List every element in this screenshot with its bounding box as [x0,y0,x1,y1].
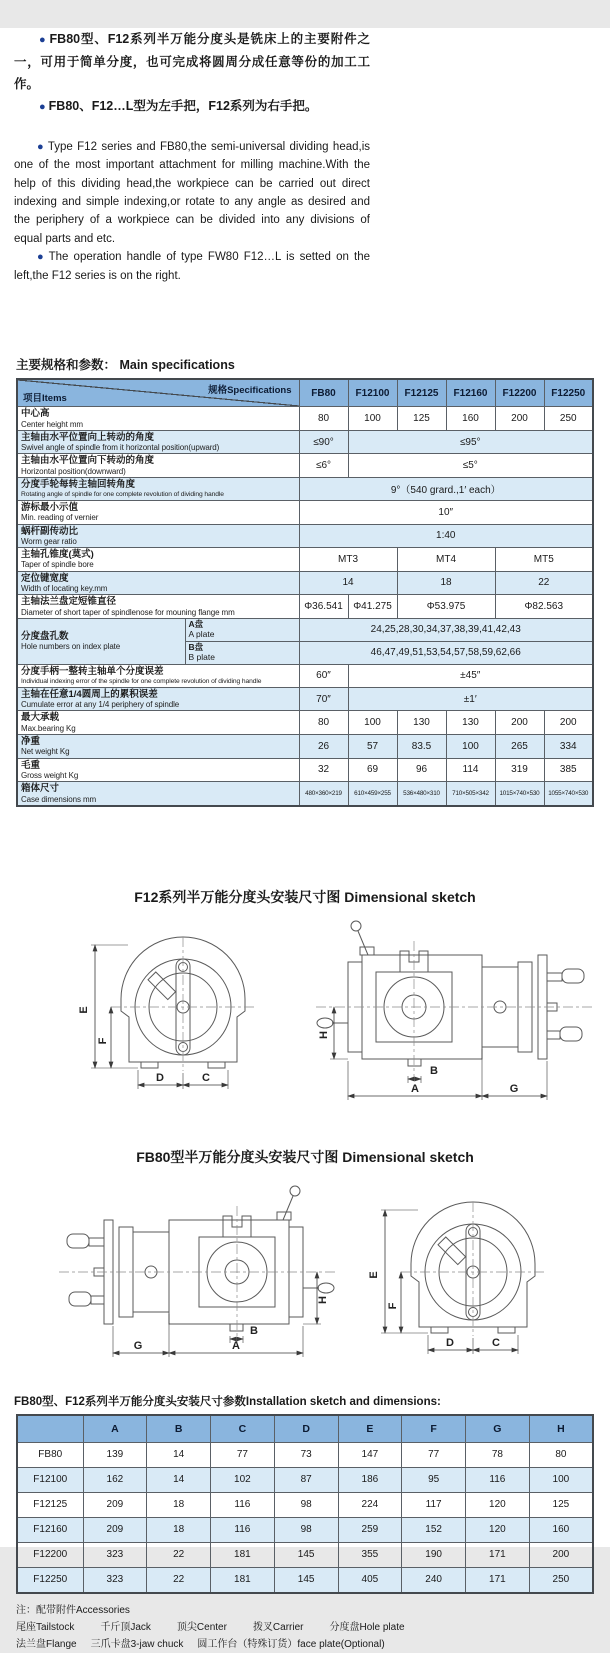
notes-line-3: 法兰盘Flange 三爪卡盘3-jaw chuck 圆工作台（特殊订货）face plate(Optional) [16,1638,385,1650]
bullet-icon: ● [39,101,46,114]
model-header: F12160 [446,379,495,407]
spec-row-vernier: 游标最小示值 Min. reading of vernier 10″ [17,500,593,524]
dim-label-c: C [201,1071,210,1084]
spec-row-case-dimensions: 箱体尺寸 Case dimensions mm 480×360×219 610×459×255 536×480×310 710×505×342 1015×740×530 1055×740×530 [17,782,593,806]
col-header: F [402,1415,466,1443]
spec-row-swivel-down: 主轴由水平位置向下转动的角度 Horizontal position(downward) ≤6° ≤5° [17,454,593,478]
spec-row-holes-a: 分度盘孔数 Hole numbers on index plate A盘 A plate 24,25,28,30,34,37,38,39,41,42,43 [17,618,593,641]
specifications-label: 规格Specifications [208,385,292,397]
dim-label-a: A [410,1082,419,1095]
notes-line-1: 注：配带附件Accessories [16,1604,130,1616]
spec-row-worm-ratio: 蜗杆副传动比 Worm gear ratio 1:40 [17,524,593,548]
dim-label-f: F [386,1302,399,1310]
spec-row-flange-diameter: 主轴法兰盘定短锥直径 Diameter of short taper of spindlenose for mouning flange mm Φ36.541 Φ41.275 Φ53.975 Φ82.563 [17,595,593,619]
spec-row-taper: 主轴孔锥度(莫式) Taper of spindle bore MT3 MT4 MT5 [17,548,593,572]
spec-row-index-error: 分度手柄一整转主轴单个分度误差 Individual indexing error of the spindle for one complete revolution of dividing handle 60″ ±45″ [17,664,593,687]
install-row-f12100: F12100 162 14 102 87 186 95 116 100 [17,1467,593,1492]
fb80-front-view [401,1202,545,1336]
intro-section [14,28,370,285]
accessories-notes [16,1602,610,1653]
install-table-title: FB80型、F12系列半万能分度头安装尺寸参数Installation sketch and dimensions: [14,1395,441,1408]
dim-label-a: A [231,1339,240,1352]
intro-cn-2 [14,95,370,118]
model-header: F12250 [544,379,593,407]
corner-cell [17,1415,83,1443]
col-header: C [211,1415,275,1443]
fb80-side-view [58,1186,335,1344]
install-row-f12125: F12125 209 18 116 98 224 117 120 125 [17,1492,593,1517]
dim-label-h: H [316,1295,329,1304]
dim-label-d: D [445,1336,454,1349]
col-header: B [147,1415,211,1443]
dim-label-g: G [509,1082,518,1095]
fb80-sketch-title: FB80型半万能分度头安装尺寸图 Dimensional sketch [136,1148,474,1165]
notes-line-2: 尾座Tailstock 千斤顶Jack 顶尖Center 拨叉Carrier 分度盘Hole plate [16,1621,405,1633]
install-row-f12160: F12160 209 18 116 98 259 152 120 160 [17,1517,593,1542]
intro-en-2-text: The operation handle of type FW80 F12…L is setted on the left,the F12 series is on the right. [14,251,370,282]
spec-row-swivel-up: 主轴由水平位置向上转动的角度 Swivel angle of spindle from it horizontal position(upward) ≤90° ≤95° [17,430,593,454]
col-header: E [338,1415,402,1443]
spec-row-center-height: 中心高 Center height mm 80 100 125 160 200 250 [17,407,593,431]
diagonal-header-cell [17,379,299,407]
spec-header-row [17,379,593,407]
intro-cn-1 [14,28,370,95]
items-label: 项目Items [23,393,67,405]
model-header: F12200 [495,379,544,407]
dim-label-c: C [491,1336,500,1349]
bullet-icon: ● [39,34,47,46]
spec-row-max-bearing: 最大承载 Max.bearing Kg 80 100 130 130 200 200 [17,711,593,735]
bullet-icon: ● [37,140,45,153]
col-header: A [83,1415,147,1443]
model-header: FB80 [299,379,348,407]
intro-cn-2-text: FB80、F12…L型为左手把，F12系列为右手把。 [48,99,318,114]
f12-sketch-title: F12系列半万能分度头安装尺寸图 Dimensional sketch [134,888,476,905]
dim-label-b: B [249,1324,258,1337]
dim-label-e: E [367,1271,380,1279]
intro-en-1 [14,138,370,249]
dim-label-f: F [96,1037,109,1045]
intro-en-2 [14,248,370,285]
spec-row-rotating-angle: 分度手轮每转主轴回转角度 Rotating angle of spindle for one complete revolution of dividing handle 9°（540 grard.,1′ each） [17,477,593,500]
intro-cn-1-text: FB80型、F12系列半万能分度头是铣床上的主要附件之一，可用于简单分度，也可完成将圆周分成任意等份的加工工作。 [14,32,370,91]
f12-side-view [316,921,593,1079]
spec-row-net-weight: 净重 Net weight Kg 26 57 83.5 100 265 334 [17,734,593,758]
spec-row-holes-b: B盘 B plate 46,47,49,51,53,54,57,58,59,62,66 [17,641,593,664]
col-header: D [274,1415,338,1443]
dim-label-d: D [155,1071,164,1084]
spec-row-gross-weight: 毛重 Gross weight Kg 32 69 96 114 319 385 [17,758,593,782]
main-specifications-table [16,378,594,807]
col-header: G [466,1415,530,1443]
model-header: F12125 [397,379,446,407]
install-row-f12250: F12250 323 22 181 145 405 240 171 250 [17,1567,593,1593]
dim-label-e: E [77,1006,90,1014]
spec-section-title: 主要规格和参数： Main specifications [16,358,235,373]
spec-row-key-width: 定位键宽度 Width of locating key.mm 14 18 22 [17,571,593,595]
model-header: F12100 [348,379,397,407]
f12-front-view [111,937,255,1071]
bullet-icon: ● [37,251,46,264]
dim-label-b: B [429,1064,438,1077]
intro-en-1-text: Type F12 series and FB80,the semi-universal dividing head,is one of the most important attachment for milling machine.With the help of this dividing head,the workpiece can be carried out direct indexing and simple indexing,or rotate to any angle as desired and the periphery of a workpiece can be divided into any divisions of equal parts and etc. [14,140,371,245]
col-header: H [529,1415,593,1443]
dim-label-h: H [317,1030,330,1039]
fb80-dimensional-sketch [18,1175,593,1375]
catalog-page [0,28,610,1650]
install-header-row [17,1415,593,1443]
installation-dimensions-table [16,1414,594,1594]
f12-dimensional-sketch [18,915,593,1105]
dim-label-g: G [133,1339,142,1352]
install-row-f12200: F12200 323 22 181 145 355 190 171 200 [17,1542,593,1567]
spec-row-cumulate-error: 主轴在任意1/4圆周上的累积误差 Cumulate error at any 1/4 periphery of spindle 70″ ±1′ [17,687,593,711]
install-row-fb80: FB80 139 14 77 73 147 77 78 80 [17,1442,593,1467]
